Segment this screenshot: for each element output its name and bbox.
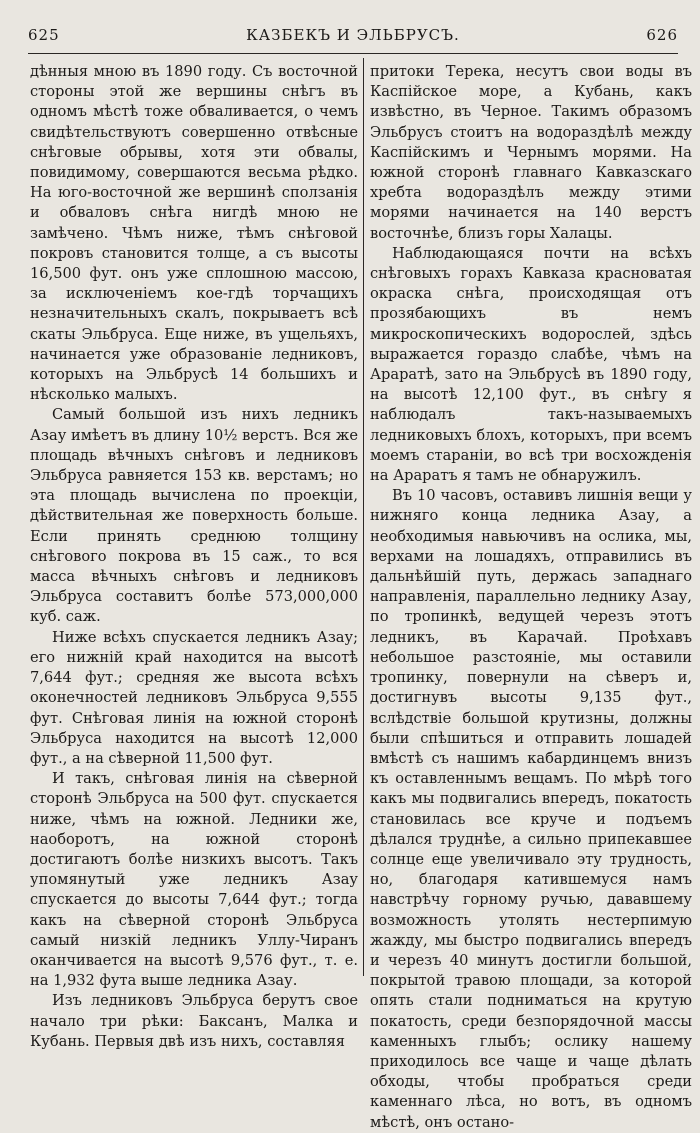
header-rule <box>28 53 678 54</box>
page-number-right: 626 <box>646 26 678 44</box>
running-title: КАЗБЕКЪ И ЭЛЬБРУСЪ. <box>246 26 460 44</box>
column-divider <box>363 58 364 976</box>
left-column <box>30 62 358 1052</box>
paragraph: Самый большой изъ нихъ ледникъ Азау имѣетъ въ длину 10½ верстъ. Вся же площадь вѣчныхъ снѣговъ и ледниковъ Эльбруса равняется 153 кв. верстамъ; но эта площадь вычислена по проекціи, дѣйствительная же поверхность больше. Если принять среднюю толщину снѣгового покрова въ 15 саж., то вся масса вѣчныхъ снѣговъ и ледниковъ Эльбруса составитъ болѣе 573,000,000 куб. саж. <box>30 406 358 626</box>
running-header <box>28 22 678 48</box>
right-column <box>370 62 692 1133</box>
page-number-left: 625 <box>28 26 60 44</box>
paragraph: притоки Терека, несутъ свои воды въ Каспійское море, а Кубань, какъ извѣстно, въ Черное. Такимъ образомъ Эльбрусъ стоитъ на водораздѣлѣ между Каспійскимъ и Чернымъ морями. На южной сторонѣ главнаго Кавказскаго хребта водораздѣлъ между этими морями начинается на 140 верстъ восточнѣе, близъ горы Халацы. <box>370 63 692 242</box>
paragraph: Изъ ледниковъ Эльбруса берутъ свое начало три рѣки: Баксанъ, Малка и Кубань. Первыя двѣ изъ нихъ, составляя <box>30 992 358 1050</box>
paragraph: Наблюдающаяся почти на всѣхъ снѣговыхъ горахъ Кавказа красноватая окраска снѣга, происходящая отъ прозябающихъ въ немъ микроскопическихъ водорослей, здѣсь выражается гораздо слабѣе, чѣмъ на Араратѣ, зато на Эльбрусѣ въ 1890 году, на высотѣ 12,100 фут., въ снѣгу я наблюдалъ такъ-называемыхъ ледниковыхъ блохъ, которыхъ, при всемъ моемъ стараніи, во всѣ три восхожденія на Араратъ я тамъ не обнаружилъ. <box>370 244 692 485</box>
paragraph: Ниже всѣхъ спускается ледникъ Азау; его нижній край находится на высотѣ 7,644 фут.; средняя же высота всѣхъ оконечностей ледниковъ Эльбруса 9,555 фут. Снѣговая линія на южной сторонѣ Эльбруса находится на высотѣ 12,000 фут., а на сѣверной 11,500 фут. <box>30 628 358 767</box>
paragraph: И такъ, снѣговая линія на сѣверной сторонѣ Эльбруса на 500 фут. спускается ниже, чѣмъ на южной. Ледники же, наоборотъ, на южной сторонѣ достигаютъ болѣе низкихъ высотъ. Такъ упомянутый уже ледникъ Азау спускается до высоты 7,644 фут.; тогда какъ на сѣверной сторонѣ Эльбруса самый низкій ледникъ Уллу-Чиранъ оканчивается на высотѣ 9,576 фут., т. е. на 1,932 фута выше ледника Азау. <box>30 770 358 990</box>
paragraph: дѣнныя мною въ 1890 году. Съ восточной стороны этой же вершины снѣгъ въ одномъ мѣстѣ тоже обваливается, о чемъ свидѣтельствуютъ совершенно отвѣсные снѣговые обрывы, хотя эти обвалы, повидимому, совершаются весьма рѣдко. На юго-восточной же вершинѣ сползанія и обваловъ снѣга нигдѣ мною не замѣчено. Чѣмъ ниже, тѣмъ снѣговой покровъ становится толще, а съ высоты 16,500 фут. онъ уже сплошною массою, за исключеніемъ кое-гдѣ торчащихъ незначительныхъ скалъ, покрываетъ всѣ скаты Эльбруса. Еще ниже, въ ущельяхъ, начинается уже образованіе ледниковъ, которыхъ на Эльбрусѣ 14 большихъ и нѣсколько малыхъ. <box>30 63 358 404</box>
paragraph: Въ 10 часовъ, оставивъ лишнія вещи у нижняго конца ледника Азау, а необходимыя навьючивъ на ослика, мы, верхами на лошадяхъ, отправились въ дальнѣйшій путь, держась западнаго направленія, параллельно леднику Азау, по тропинкѣ, ведущей черезъ этотъ ледникъ, въ Карачай. Проѣхавъ небольшое разстояніе, мы оставили тропинку, повернули на сѣверъ и, достигнувъ высоты 9,135 фут., вслѣдствіе большой крутизны, должны были спѣшиться и отправить лошадей вмѣстѣ съ нашимъ кабардинцемъ внизъ къ оставленнымъ вещамъ. По мѣрѣ того какъ мы подвигались впередъ, покатость становилась все круче и подъемъ дѣлался труднѣе, а сильно припекавшее солнце еще увеличивало эту трудность, но, благодаря катившемуся намъ навстрѣчу горному ручью, дававшему возможность утолять нестерпимую жажду, мы быстро подвигались впередъ и черезъ 40 минутъ достигли большой, покрытой травою площади, за которой опять стали подниматься на крутую покатость, среди безпорядочной массы каменныхъ глыбъ; ослику нашему приходилось все чаще и чаще дѣлать обходы, чтобы пробраться среди каменнаго лѣса, но вотъ, въ одномъ мѣстѣ, онъ остано- <box>370 487 692 1131</box>
